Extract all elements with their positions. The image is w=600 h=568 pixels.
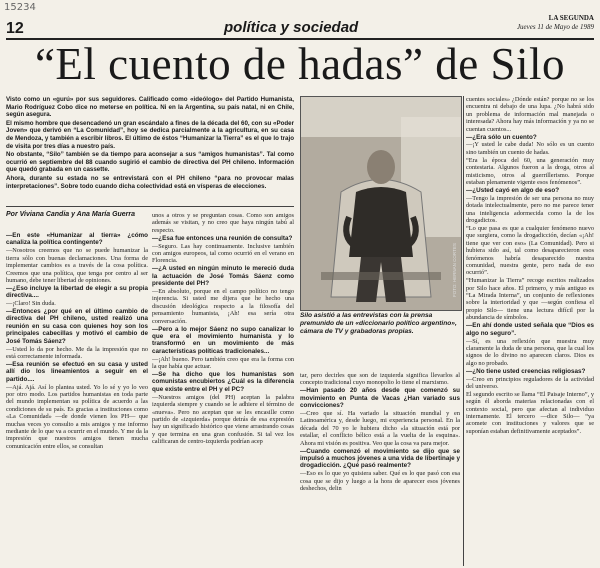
lead-paragraph: Ahora, durante su estada no se entrevistará con el PH chileno “para no provocar malas interpretaciones”. Sobre todo cuando dicha colectividad está en vísperas de elecciones.	[6, 174, 294, 190]
headline: “El cuento de hadas” de Silo	[34, 39, 566, 89]
interview-answer: —Sí, es una reflexión que muestra muy claramente la duda de una persona, que la cual los signos de lo divino no aparecen claros. Dios es algo no probado.	[466, 337, 594, 367]
interview-answer: —Creo en principios reguladores de la actividad del universo.	[466, 375, 594, 390]
interview-answer: —Nuestros amigos (del PH) aceptan la palabra izquierda siempre y cuando se le adhiere el término de «nueva». Pero no aceptan que se les encasille como partido de «izquierda» porque detrás de esa expresión hay un significado histórico que viene arrastrando cosas y que termina en una gran confusión. Si tal vez los calificaran de centro-izquierda podrían acep	[152, 393, 294, 446]
lead-paragraph: No obstante, “Silo” también se da tiempo para aconsejar a sus “amigos humanistas”. Tal como ocurrió en septiembre del 88 cuando sugirió el cambio de directiva del PH chileno. Información que quedó grabada en un cassette.	[6, 151, 294, 174]
interview-answer: —Nosotros creemos que no se puede humanizar la tierra sólo con buenas declamaciones. Una forma de implementar cambios es a través de la cosa política. Creemos que una política, que tenga por centro al ser humano, debe tener libertad de opiniones.	[6, 247, 148, 284]
interview-answer: —¡Claro! Sin duda.	[6, 300, 56, 308]
interview-answer: tar, pero decirles que son de izquierda significa llevarlos al concepto tradicional cuyo monopolio lo tiene el marxismo.	[300, 372, 460, 387]
publication-date: Jueves 11 de Mayo de 1989	[516, 23, 594, 31]
interview-question: —En ahí donde usted señala que “Dios es algo no seguro”.	[466, 322, 594, 337]
interview-answer: —En absoluto, porque en el campo político no tengo injerencia. Si usted me dijera que he hecho una discusión ideológica respecto a la filosofía del pensamiento humanista, ¡Ah! esa sería otra conversación.	[152, 288, 294, 325]
section-title: política y sociedad	[224, 19, 359, 36]
lead-paragraph: Visto como un «gurú» por sus seguidores. Calificado como «ideólogo» del Partido Humanista, Mario Rodríguez Cobo dice no meterse en política. Ni en la Argentina, su país natal, ni en Chile, según asegura.	[6, 96, 294, 119]
interview-question: —En este «Humanizar al tierra» ¿cómo canaliza la política contingente?	[6, 232, 148, 247]
photo-silo-seated	[300, 96, 462, 311]
column-2	[152, 212, 294, 568]
interview-question: —¿Usted cayó en algo de eso?	[466, 186, 560, 194]
interview-answer: “Humanizar la Tierra” recoge escritos realizados por Silo hace años. El primero, y más antiguo es “La Mirada Interna”, un conjunto de reflexiones sobre la interioridad y que —según confiesa el propio Silo— tiene una lectura difícil por la abundancia de símbolos.	[466, 277, 594, 322]
interview-answer: El segundo escrito se llama “El Paisaje Interno”, y según él aborda materias relacionadas con el contexto social, pero que afectan al individuo internamente. El tercero —dice Silo— “ya acomete con instituciones y valores que se suponían estaban definitivamente aceptados”.	[466, 390, 594, 435]
interview-question: —¿No tiene usted creencias religiosas?	[466, 367, 586, 375]
lead-paragraph: El mismo hombre que desencadenó un gran escándalo a fines de la década del 60, con su «Poder Joven» que derivó en “La Comunidad”, hoy se dedica parcialmente a la agricultura, en su casa de Mendoza, y también a escribir libros. El último de éstos “Humanizar la Tierra” es el que lo trajo de visita por tres días a nuestro país.	[6, 119, 294, 150]
column-divider	[463, 96, 464, 566]
interview-answer: “Era la época del 60, una generación muy contestaria. Algunos fueron a la droga, otros al misticismo, otros al guerrillerismo. Porque estaban plenamente vigente esos fenómenos”.	[466, 156, 594, 186]
column-4	[466, 96, 594, 568]
interview-question: —Han pasado 20 años desde que comenzó su movimiento en Punta de Vacas ¿Han variado sus convicciones?	[300, 387, 460, 410]
interview-answer: —Seguro. Las hay continuamente. Inclusive también con amigos europeos, tal como ocurrió en el verano en Florencia.	[152, 242, 294, 265]
interview-question: —¿Eso incluye la libertad de elegir a su propia directiva....	[6, 284, 148, 300]
interview-answer: —Ajá. Ajá. Así lo plantea usted. Yo lo sé y yo lo veo por otro modo. Los partidos humanistas en toda parte del mundo implementan su política de acuerdo a las condiciones de su país. Es gracias a instituciones como «La Comunidad» —de donde vienen los PH— que muchas veces yo consulto a mis amigos y me informo mediante de lo que va a ocurrir en el mundo. Y me da la impresión que nuestros amigos tienen mucha comunicación entre ellos, se consultan	[6, 383, 148, 450]
interview-answer: unos a otros y se preguntan cosas. Como son amigos además se visitan, y no creo que haya ningún tabú al respecto.	[152, 212, 294, 234]
lead-divider	[6, 206, 294, 207]
interview-answer: —Eso es lo que yo quisiera saber. Qué es lo que pasó con esa cosa que se dijo y luego a la hora de aparecer esos jóvenes deshechos, delin	[300, 470, 460, 493]
interview-question: —Esa reunión se efectuó en su casa y usted allí dio los lineamientos a seguir en el partido....	[6, 360, 148, 383]
interview-answer: —Tengo la impresión de ser una persona no muy dotada intelectualmente, pero no me parece tener una inteligencia adormecida como la de los drogadictos.	[466, 194, 594, 224]
interview-question: —¿Era sólo un cuento?	[466, 133, 537, 141]
interview-answer: —¡Ah! bueno. Pero también creo que era la forma con la que había que actuar.	[152, 355, 294, 371]
interview-answer: —¡Y usted le cabe duda! No sólo es un cuento sino también un cuento de hadas.	[466, 141, 594, 156]
photo-illustration	[301, 97, 461, 310]
byline: Por Viviana Candia y Ana María Guerra	[6, 211, 136, 218]
column-1	[6, 232, 148, 568]
interview-answer: —Usted lo da por hecho. Me da la impresión que no está correctamente informada.	[6, 345, 148, 360]
page-header	[6, 14, 594, 40]
interview-question: —¿A usted en ningún minuto le mereció duda la actuación de José Tomás Sáenz como presidente del PH?	[152, 265, 294, 288]
interview-question: —Cuando comenzó el movimiento se dijo que se impulsó a muchos jóvenes a una vida de libertinaje y drogadicción. ¿Qué pasó realmente?	[300, 447, 460, 470]
lead-paragraphs	[6, 96, 294, 191]
photo-credit: FOTO: HERNAN CORTES	[452, 243, 457, 297]
handwritten-archive-number: 15234	[4, 2, 36, 13]
interview-question: —Entonces ¿por qué en el último cambio de directiva del PH chileno, usted realizó una reunión en su casa con quienes hoy son los principales cabecillas y motivó el cambio de José Tomás Sáenz?	[6, 308, 148, 345]
interview-answer: “Lo que pasa es que a cualquier fenómeno nuevo que surgiera, como la drogadicción, decían «¡Ah! tiene que ver con eso» (La Comunidad). Pero si hubiera sido así, tal como desaparecieron esos fenómenos habría desaparecido nuestra comunidad, nuestra gente, pero nada de eso ocurrió”.	[466, 224, 594, 277]
interview-answer: cuentes sociales» ¿Dónde están? porque no se los encuentra ni debajo de una lupa. ¿No habrá sido un problema de información mal manejada o interesada? Ahora hay más información y ya no se cuentan cuentos...	[466, 96, 594, 133]
page-number: 12	[6, 20, 24, 37]
interview-answer: —Creo que sí. Ha variado la situación mundial y en Latinoamérica y, desde luego, mi experiencia personal. En la década del 70 yo le hubiera dicho «la situación está por estallar, el conflicto bélico está a la vuelta de la esquina». Ahora mi visión es positiva. Veo que la cosa va para mejor.	[300, 410, 460, 447]
newspaper-name: LA SEGUNDA	[548, 14, 594, 22]
photo-caption: Silo asistió a las entrevistas con la prensa premunido de un «diccionario político argentino», cámara de TV y grabadoras propias.	[300, 312, 457, 335]
interview-question: —¿Esa fue entonces una reunión de consulta?	[152, 234, 293, 242]
interview-question: —Pero a lo mejor Sáenz no supo canalizar lo que era el movimiento humanista y lo transformó en un movimiento de más características políticas tradicionales...	[152, 325, 294, 355]
column-3	[300, 372, 460, 568]
masthead	[517, 14, 594, 32]
interview-question: —Se ha dicho que los humanistas son comunistas encubiertos ¿Cuál es la diferencia que existe entre el PH y el PC?	[152, 371, 294, 393]
